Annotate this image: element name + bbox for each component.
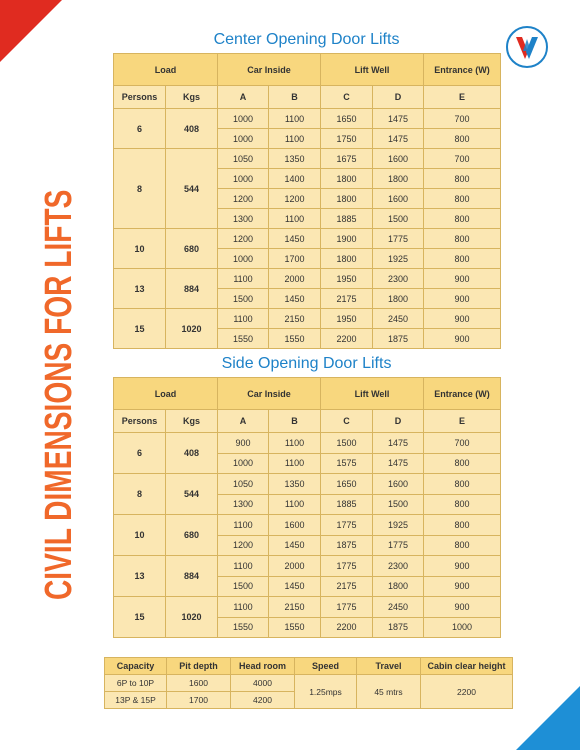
- dimension-cell: 1775: [321, 597, 373, 618]
- dimension-cell: 2175: [321, 576, 373, 597]
- spec-header-head-room: Head room: [231, 658, 295, 675]
- table-row: [114, 474, 501, 495]
- dimension-cell: 1600: [373, 189, 424, 209]
- dimension-cell: 900: [424, 556, 501, 577]
- kgs-cell: 680: [166, 515, 218, 556]
- spec-head-room-cell: 4000: [231, 675, 295, 692]
- dimension-cell: 1050: [218, 474, 269, 495]
- table-row: [114, 229, 501, 249]
- persons-cell: 15: [114, 309, 166, 349]
- header-car-inside: Car Inside: [218, 54, 321, 86]
- table-row: [114, 556, 501, 577]
- dimension-cell: 1000: [218, 249, 269, 269]
- dimension-cell: 1000: [218, 169, 269, 189]
- dimension-cell: 1200: [218, 229, 269, 249]
- header-car-inside: Car Inside: [218, 378, 321, 410]
- dimension-cell: 1550: [269, 329, 321, 349]
- dimension-cell: 2300: [373, 269, 424, 289]
- header-d: D: [373, 410, 424, 433]
- dimension-cell: 1475: [373, 433, 424, 454]
- dimension-cell: 1100: [269, 453, 321, 474]
- kgs-cell: 884: [166, 269, 218, 309]
- header-b: B: [269, 86, 321, 109]
- spec-header-capacity: Capacity: [105, 658, 167, 675]
- dimension-cell: 1475: [373, 109, 424, 129]
- kgs-cell: 408: [166, 433, 218, 474]
- dimension-cell: 1800: [321, 169, 373, 189]
- header-persons: Persons: [114, 86, 166, 109]
- table-row: [114, 149, 501, 169]
- dimension-cell: 1550: [218, 617, 269, 638]
- dimension-cell: 1100: [218, 556, 269, 577]
- dimension-cell: 1100: [218, 515, 269, 536]
- dimension-cell: 1300: [218, 494, 269, 515]
- kgs-cell: 680: [166, 229, 218, 269]
- corner-accent-red: [0, 0, 62, 62]
- dimension-cell: 1500: [321, 433, 373, 454]
- dimension-cell: 900: [424, 329, 501, 349]
- dimension-cell: 700: [424, 433, 501, 454]
- dimension-cell: 1650: [321, 474, 373, 495]
- dimension-cell: 800: [424, 474, 501, 495]
- dimension-cell: 800: [424, 209, 501, 229]
- dimension-cell: 1300: [218, 209, 269, 229]
- dimension-cell: 1950: [321, 269, 373, 289]
- dimension-cell: 1800: [321, 249, 373, 269]
- persons-cell: 13: [114, 269, 166, 309]
- dimension-cell: 900: [424, 289, 501, 309]
- dimension-cell: 900: [424, 576, 501, 597]
- dimension-cell: 1800: [373, 289, 424, 309]
- dimension-cell: 1100: [218, 269, 269, 289]
- va-shield-logo-icon: [505, 25, 549, 69]
- dimension-cell: 1775: [373, 535, 424, 556]
- persons-cell: 13: [114, 556, 166, 597]
- dimension-cell: 2000: [269, 556, 321, 577]
- dimension-cell: 1450: [269, 535, 321, 556]
- dimension-cell: 1475: [373, 453, 424, 474]
- dimension-cell: 1550: [269, 617, 321, 638]
- dimension-cell: 900: [424, 309, 501, 329]
- table-row: [114, 597, 501, 618]
- dimension-cell: 1200: [269, 189, 321, 209]
- spec-cabin-height-cell: 2200: [421, 675, 513, 709]
- dimension-cell: 1000: [218, 453, 269, 474]
- dimension-cell: 1100: [269, 494, 321, 515]
- dimension-cell: 1500: [373, 209, 424, 229]
- dimension-cell: 1600: [373, 474, 424, 495]
- dimension-cell: 900: [424, 597, 501, 618]
- dimension-cell: 1650: [321, 109, 373, 129]
- dimension-cell: 1885: [321, 494, 373, 515]
- dimension-cell: 1700: [269, 249, 321, 269]
- persons-cell: 6: [114, 433, 166, 474]
- dimension-cell: 800: [424, 189, 501, 209]
- dimension-cell: 1500: [218, 576, 269, 597]
- dimension-cell: 1885: [321, 209, 373, 229]
- dimension-cell: 700: [424, 109, 501, 129]
- spec-capacity-cell: 13P & 15P: [105, 692, 167, 709]
- dimension-cell: 700: [424, 149, 501, 169]
- dimension-cell: 1450: [269, 289, 321, 309]
- persons-cell: 6: [114, 109, 166, 149]
- dimension-cell: 2000: [269, 269, 321, 289]
- dimension-cell: 1100: [269, 109, 321, 129]
- dimension-cell: 1100: [218, 309, 269, 329]
- header-b: B: [269, 410, 321, 433]
- dimension-cell: 1350: [269, 149, 321, 169]
- header-entrance: Entrance (W): [424, 378, 501, 410]
- header-a: A: [218, 86, 269, 109]
- kgs-cell: 544: [166, 149, 218, 229]
- kgs-cell: 1020: [166, 309, 218, 349]
- side-table-title: Side Opening Door Lifts: [221, 355, 392, 372]
- dimension-cell: 2300: [373, 556, 424, 577]
- dimension-cell: 1450: [269, 576, 321, 597]
- persons-cell: 8: [114, 474, 166, 515]
- dimension-cell: 1100: [269, 209, 321, 229]
- persons-cell: 10: [114, 515, 166, 556]
- dimension-cell: 800: [424, 494, 501, 515]
- header-load: Load: [114, 378, 218, 410]
- dimension-cell: 1775: [321, 556, 373, 577]
- dimension-cell: 2450: [373, 309, 424, 329]
- spec-header-travel: Travel: [357, 658, 421, 675]
- dimension-cell: 800: [424, 515, 501, 536]
- dimension-cell: 900: [424, 269, 501, 289]
- kgs-cell: 544: [166, 474, 218, 515]
- dimension-cell: 1350: [269, 474, 321, 495]
- header-lift-well: Lift Well: [321, 54, 424, 86]
- dimension-cell: 1000: [424, 617, 501, 638]
- dimension-cell: 800: [424, 535, 501, 556]
- spec-head-room-cell: 4200: [231, 692, 295, 709]
- dimension-cell: 1000: [218, 129, 269, 149]
- dimension-cell: 2200: [321, 617, 373, 638]
- persons-cell: 15: [114, 597, 166, 638]
- dimension-cell: 1800: [373, 169, 424, 189]
- dimension-cell: 800: [424, 129, 501, 149]
- table-row: [114, 433, 501, 454]
- table-row: [114, 309, 501, 329]
- kgs-cell: 884: [166, 556, 218, 597]
- dimension-cell: 2150: [269, 309, 321, 329]
- dimension-cell: 1600: [269, 515, 321, 536]
- dimension-cell: 1200: [218, 189, 269, 209]
- center-opening-table: [113, 53, 501, 349]
- header-c: C: [321, 410, 373, 433]
- header-c: C: [321, 86, 373, 109]
- dimension-cell: 1050: [218, 149, 269, 169]
- spec-travel-cell: 45 mtrs: [357, 675, 421, 709]
- persons-cell: 8: [114, 149, 166, 229]
- spec-header-pit-depth: Pit depth: [167, 658, 231, 675]
- header-kgs: Kgs: [166, 86, 218, 109]
- dimension-cell: 800: [424, 229, 501, 249]
- header-d: D: [373, 86, 424, 109]
- dimension-cell: 1925: [373, 515, 424, 536]
- page-title: CIVIL DIMENSIONS FOR LIFTS: [38, 189, 80, 600]
- kgs-cell: 408: [166, 109, 218, 149]
- side-opening-table: [113, 377, 501, 638]
- dimension-cell: 1100: [218, 597, 269, 618]
- lift-specs-table: [104, 657, 513, 709]
- dimension-cell: 1875: [373, 617, 424, 638]
- header-entrance: Entrance (W): [424, 54, 501, 86]
- center-table-title: Center Opening Door Lifts: [213, 31, 400, 48]
- dimension-cell: 2175: [321, 289, 373, 309]
- dimension-cell: 1750: [321, 129, 373, 149]
- header-e: E: [424, 86, 501, 109]
- spec-header-cabin-height: Cabin clear height: [421, 658, 513, 675]
- dimension-cell: 1100: [269, 129, 321, 149]
- dimension-cell: 800: [424, 169, 501, 189]
- dimension-cell: 1550: [218, 329, 269, 349]
- dimension-cell: 1775: [373, 229, 424, 249]
- header-kgs: Kgs: [166, 410, 218, 433]
- spec-header-speed: Speed: [295, 658, 357, 675]
- dimension-cell: 1875: [373, 329, 424, 349]
- dimension-cell: 800: [424, 249, 501, 269]
- table-row: [114, 269, 501, 289]
- dimension-cell: 2150: [269, 597, 321, 618]
- dimension-cell: 1600: [373, 149, 424, 169]
- dimension-cell: 1800: [373, 576, 424, 597]
- dimension-cell: 900: [218, 433, 269, 454]
- table-row: [114, 515, 501, 536]
- dimension-cell: 1500: [373, 494, 424, 515]
- header-lift-well: Lift Well: [321, 378, 424, 410]
- header-persons: Persons: [114, 410, 166, 433]
- dimension-cell: 1500: [218, 289, 269, 309]
- header-a: A: [218, 410, 269, 433]
- kgs-cell: 1020: [166, 597, 218, 638]
- header-e: E: [424, 410, 501, 433]
- spec-speed-cell: 1.25mps: [295, 675, 357, 709]
- dimension-cell: 1100: [269, 433, 321, 454]
- header-load: Load: [114, 54, 218, 86]
- dimension-cell: 1000: [218, 109, 269, 129]
- dimension-cell: 1400: [269, 169, 321, 189]
- dimension-cell: 1200: [218, 535, 269, 556]
- dimension-cell: 1575: [321, 453, 373, 474]
- dimension-cell: 1775: [321, 515, 373, 536]
- dimension-cell: 1900: [321, 229, 373, 249]
- dimension-cell: 800: [424, 453, 501, 474]
- dimension-cell: 1925: [373, 249, 424, 269]
- dimension-cell: 1675: [321, 149, 373, 169]
- dimension-cell: 1450: [269, 229, 321, 249]
- dimension-cell: 1950: [321, 309, 373, 329]
- corner-accent-blue: [516, 686, 580, 750]
- table-row: [114, 109, 501, 129]
- dimension-cell: 1875: [321, 535, 373, 556]
- dimension-cell: 1475: [373, 129, 424, 149]
- dimension-cell: 2450: [373, 597, 424, 618]
- spec-pit-depth-cell: 1700: [167, 692, 231, 709]
- dimension-cell: 2200: [321, 329, 373, 349]
- persons-cell: 10: [114, 229, 166, 269]
- dimension-cell: 1800: [321, 189, 373, 209]
- spec-pit-depth-cell: 1600: [167, 675, 231, 692]
- spec-capacity-cell: 6P to 10P: [105, 675, 167, 692]
